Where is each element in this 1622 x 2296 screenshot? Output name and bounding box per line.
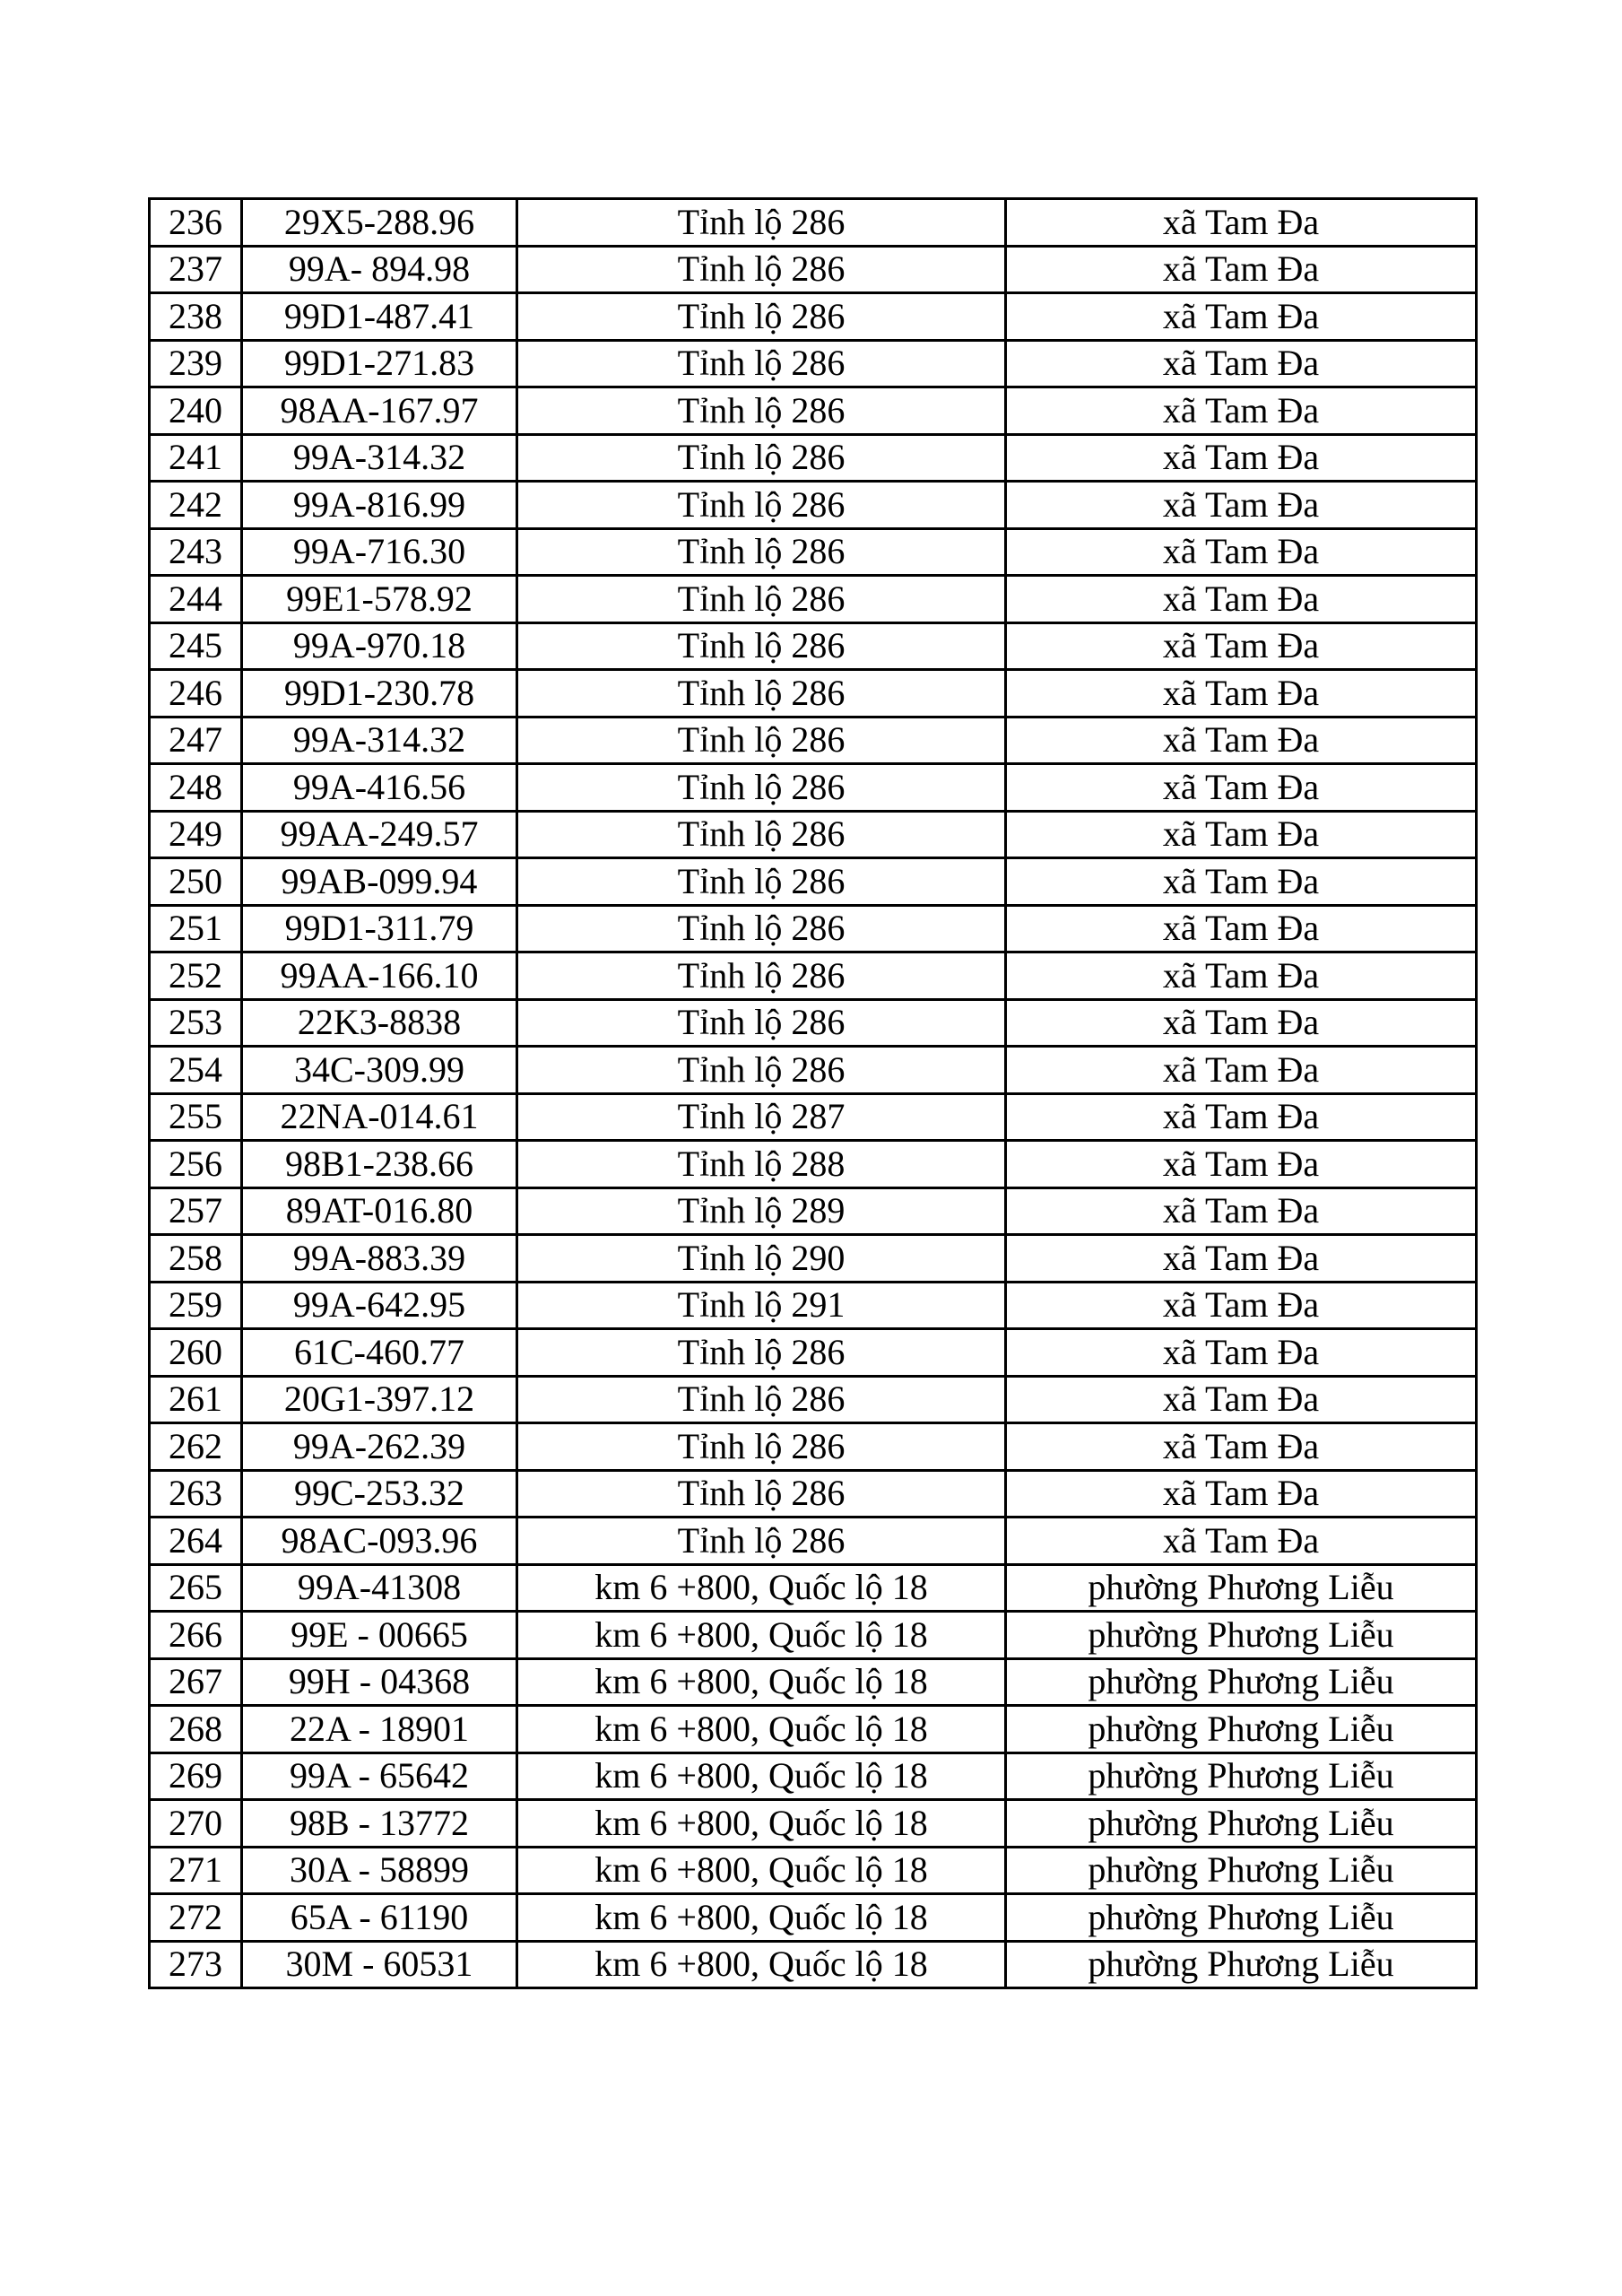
- row-number-cell: 252: [150, 952, 242, 1000]
- location-cell: Tỉnh lộ 286: [517, 717, 1006, 764]
- location-cell: Tỉnh lộ 286: [517, 1518, 1006, 1565]
- license-plate-cell: 99D1-311.79: [242, 905, 517, 952]
- license-plate-cell: 98B1-238.66: [242, 1141, 517, 1188]
- license-plate-cell: 30A - 58899: [242, 1847, 517, 1894]
- location-cell: Tỉnh lộ 286: [517, 293, 1006, 341]
- table-row: [150, 1376, 1477, 1423]
- license-plate-cell: 89AT-016.80: [242, 1187, 517, 1235]
- row-number-cell: 264: [150, 1518, 242, 1565]
- location-cell: Tỉnh lộ 286: [517, 482, 1006, 529]
- location-cell: Tỉnh lộ 286: [517, 340, 1006, 387]
- table-row: [150, 246, 1477, 293]
- row-number-cell: 245: [150, 622, 242, 670]
- ward-cell: xã Tam Đa: [1006, 1187, 1477, 1235]
- table-row: [150, 1093, 1477, 1141]
- ward-cell: xã Tam Đa: [1006, 1518, 1477, 1565]
- license-plate-cell: 29X5-288.96: [242, 199, 517, 247]
- table-row: [150, 293, 1477, 341]
- ward-cell: xã Tam Đa: [1006, 1047, 1477, 1094]
- location-cell: Tỉnh lộ 290: [517, 1235, 1006, 1283]
- ward-cell: xã Tam Đa: [1006, 434, 1477, 482]
- location-cell: Tỉnh lộ 286: [517, 764, 1006, 812]
- location-cell: Tỉnh lộ 291: [517, 1282, 1006, 1329]
- table-row: [150, 482, 1477, 529]
- table-row: [150, 764, 1477, 812]
- location-cell: Tỉnh lộ 286: [517, 670, 1006, 718]
- ward-cell: xã Tam Đa: [1006, 905, 1477, 952]
- ward-cell: phường Phương Liễu: [1006, 1894, 1477, 1942]
- ward-cell: xã Tam Đa: [1006, 764, 1477, 812]
- location-cell: Tỉnh lộ 286: [517, 199, 1006, 247]
- row-number-cell: 251: [150, 905, 242, 952]
- ward-cell: xã Tam Đa: [1006, 482, 1477, 529]
- row-number-cell: 250: [150, 858, 242, 906]
- ward-cell: xã Tam Đa: [1006, 1470, 1477, 1518]
- location-cell: Tỉnh lộ 286: [517, 387, 1006, 435]
- row-number-cell: 262: [150, 1423, 242, 1471]
- ward-cell: xã Tam Đa: [1006, 1235, 1477, 1283]
- table-row: [150, 952, 1477, 1000]
- table-row: [150, 1187, 1477, 1235]
- license-plate-cell: 22NA-014.61: [242, 1093, 517, 1141]
- row-number-cell: 263: [150, 1470, 242, 1518]
- ward-cell: xã Tam Đa: [1006, 952, 1477, 1000]
- table-row: [150, 576, 1477, 623]
- row-number-cell: 268: [150, 1706, 242, 1753]
- table-row: [150, 670, 1477, 718]
- license-plate-cell: 99A-816.99: [242, 482, 517, 529]
- license-plate-cell: 99E1-578.92: [242, 576, 517, 623]
- table-row: [150, 1423, 1477, 1471]
- table-row: [150, 1706, 1477, 1753]
- ward-cell: xã Tam Đa: [1006, 387, 1477, 435]
- license-plate-cell: 99C-253.32: [242, 1470, 517, 1518]
- license-plate-cell: 99A-883.39: [242, 1235, 517, 1283]
- location-cell: Tỉnh lộ 286: [517, 1423, 1006, 1471]
- table-row: [150, 717, 1477, 764]
- location-cell: Tỉnh lộ 286: [517, 1047, 1006, 1094]
- ward-cell: xã Tam Đa: [1006, 1141, 1477, 1188]
- table-row: [150, 528, 1477, 576]
- ward-cell: xã Tam Đa: [1006, 293, 1477, 341]
- row-number-cell: 260: [150, 1329, 242, 1377]
- ward-cell: xã Tam Đa: [1006, 622, 1477, 670]
- location-cell: Tỉnh lộ 287: [517, 1093, 1006, 1141]
- table-row: [150, 1518, 1477, 1565]
- table-row: [150, 1658, 1477, 1706]
- license-plate-cell: 99A- 894.98: [242, 246, 517, 293]
- location-cell: km 6 +800, Quốc lộ 18: [517, 1894, 1006, 1942]
- table-row: [150, 905, 1477, 952]
- location-cell: km 6 +800, Quốc lộ 18: [517, 1564, 1006, 1612]
- ward-cell: xã Tam Đa: [1006, 340, 1477, 387]
- ward-cell: phường Phương Liễu: [1006, 1847, 1477, 1894]
- table-row: [150, 1752, 1477, 1800]
- license-plate-cell: 98AA-167.97: [242, 387, 517, 435]
- license-plate-cell: 99D1-487.41: [242, 293, 517, 341]
- ward-cell: xã Tam Đa: [1006, 1329, 1477, 1377]
- ward-cell: xã Tam Đa: [1006, 576, 1477, 623]
- license-plate-cell: 34C-309.99: [242, 1047, 517, 1094]
- row-number-cell: 255: [150, 1093, 242, 1141]
- row-number-cell: 261: [150, 1376, 242, 1423]
- license-plate-cell: 30M - 60531: [242, 1941, 517, 1988]
- table-row: [150, 387, 1477, 435]
- row-number-cell: 271: [150, 1847, 242, 1894]
- ward-cell: xã Tam Đa: [1006, 199, 1477, 247]
- ward-cell: xã Tam Đa: [1006, 858, 1477, 906]
- row-number-cell: 254: [150, 1047, 242, 1094]
- location-cell: km 6 +800, Quốc lộ 18: [517, 1612, 1006, 1659]
- location-cell: Tỉnh lộ 289: [517, 1187, 1006, 1235]
- license-plate-cell: 99AA-249.57: [242, 811, 517, 858]
- table-row: [150, 1047, 1477, 1094]
- row-number-cell: 269: [150, 1752, 242, 1800]
- location-cell: Tỉnh lộ 286: [517, 576, 1006, 623]
- location-cell: Tỉnh lộ 288: [517, 1141, 1006, 1188]
- row-number-cell: 267: [150, 1658, 242, 1706]
- row-number-cell: 238: [150, 293, 242, 341]
- location-cell: Tỉnh lộ 286: [517, 1329, 1006, 1377]
- ward-cell: xã Tam Đa: [1006, 246, 1477, 293]
- location-cell: Tỉnh lộ 286: [517, 952, 1006, 1000]
- row-number-cell: 248: [150, 764, 242, 812]
- row-number-cell: 246: [150, 670, 242, 718]
- ward-cell: phường Phương Liễu: [1006, 1800, 1477, 1848]
- row-number-cell: 259: [150, 1282, 242, 1329]
- table-row: [150, 1800, 1477, 1848]
- license-plate-cell: 22A - 18901: [242, 1706, 517, 1753]
- license-plate-cell: 61C-460.77: [242, 1329, 517, 1377]
- ward-cell: phường Phương Liễu: [1006, 1658, 1477, 1706]
- table-row: [150, 1235, 1477, 1283]
- location-cell: km 6 +800, Quốc lộ 18: [517, 1706, 1006, 1753]
- row-number-cell: 236: [150, 199, 242, 247]
- location-cell: km 6 +800, Quốc lộ 18: [517, 1752, 1006, 1800]
- row-number-cell: 257: [150, 1187, 242, 1235]
- license-plate-cell: 99A-262.39: [242, 1423, 517, 1471]
- license-plate-cell: 22K3-8838: [242, 999, 517, 1047]
- license-plate-cell: 99A-970.18: [242, 622, 517, 670]
- violation-table: [148, 197, 1478, 1989]
- ward-cell: xã Tam Đa: [1006, 811, 1477, 858]
- ward-cell: phường Phương Liễu: [1006, 1706, 1477, 1753]
- row-number-cell: 242: [150, 482, 242, 529]
- location-cell: km 6 +800, Quốc lộ 18: [517, 1658, 1006, 1706]
- ward-cell: xã Tam Đa: [1006, 1376, 1477, 1423]
- row-number-cell: 249: [150, 811, 242, 858]
- license-plate-cell: 98B - 13772: [242, 1800, 517, 1848]
- table-row: [150, 858, 1477, 906]
- table-row: [150, 1141, 1477, 1188]
- row-number-cell: 239: [150, 340, 242, 387]
- ward-cell: phường Phương Liễu: [1006, 1612, 1477, 1659]
- row-number-cell: 240: [150, 387, 242, 435]
- table-row: [150, 1564, 1477, 1612]
- location-cell: Tỉnh lộ 286: [517, 246, 1006, 293]
- location-cell: km 6 +800, Quốc lộ 18: [517, 1941, 1006, 1988]
- row-number-cell: 272: [150, 1894, 242, 1942]
- table-row: [150, 999, 1477, 1047]
- ward-cell: xã Tam Đa: [1006, 717, 1477, 764]
- location-cell: Tỉnh lộ 286: [517, 1376, 1006, 1423]
- license-plate-cell: 65A - 61190: [242, 1894, 517, 1942]
- ward-cell: phường Phương Liễu: [1006, 1941, 1477, 1988]
- row-number-cell: 256: [150, 1141, 242, 1188]
- row-number-cell: 241: [150, 434, 242, 482]
- license-plate-cell: 99D1-230.78: [242, 670, 517, 718]
- ward-cell: phường Phương Liễu: [1006, 1752, 1477, 1800]
- location-cell: Tỉnh lộ 286: [517, 1470, 1006, 1518]
- table-row: [150, 1941, 1477, 1988]
- table-row: [150, 1847, 1477, 1894]
- ward-cell: xã Tam Đa: [1006, 1093, 1477, 1141]
- license-plate-cell: 99D1-271.83: [242, 340, 517, 387]
- row-number-cell: 258: [150, 1235, 242, 1283]
- row-number-cell: 253: [150, 999, 242, 1047]
- table-row: [150, 434, 1477, 482]
- location-cell: Tỉnh lộ 286: [517, 622, 1006, 670]
- table-row: [150, 1894, 1477, 1942]
- row-number-cell: 244: [150, 576, 242, 623]
- violation-table-body: [150, 199, 1477, 1988]
- row-number-cell: 243: [150, 528, 242, 576]
- table-row: [150, 1470, 1477, 1518]
- table-row: [150, 622, 1477, 670]
- row-number-cell: 265: [150, 1564, 242, 1612]
- ward-cell: xã Tam Đa: [1006, 1423, 1477, 1471]
- table-row: [150, 1612, 1477, 1659]
- license-plate-cell: 99A-314.32: [242, 717, 517, 764]
- location-cell: km 6 +800, Quốc lộ 18: [517, 1847, 1006, 1894]
- table-row: [150, 340, 1477, 387]
- table-row: [150, 199, 1477, 247]
- ward-cell: xã Tam Đa: [1006, 528, 1477, 576]
- location-cell: km 6 +800, Quốc lộ 18: [517, 1800, 1006, 1848]
- location-cell: Tỉnh lộ 286: [517, 434, 1006, 482]
- license-plate-cell: 98AC-093.96: [242, 1518, 517, 1565]
- ward-cell: xã Tam Đa: [1006, 670, 1477, 718]
- location-cell: Tỉnh lộ 286: [517, 858, 1006, 906]
- location-cell: Tỉnh lộ 286: [517, 905, 1006, 952]
- license-plate-cell: 99A-416.56: [242, 764, 517, 812]
- license-plate-cell: 99H - 04368: [242, 1658, 517, 1706]
- license-plate-cell: 99A-314.32: [242, 434, 517, 482]
- ward-cell: xã Tam Đa: [1006, 1282, 1477, 1329]
- row-number-cell: 247: [150, 717, 242, 764]
- row-number-cell: 266: [150, 1612, 242, 1659]
- license-plate-cell: 20G1-397.12: [242, 1376, 517, 1423]
- license-plate-cell: 99A-41308: [242, 1564, 517, 1612]
- license-plate-cell: 99A-642.95: [242, 1282, 517, 1329]
- license-plate-cell: 99AA-166.10: [242, 952, 517, 1000]
- row-number-cell: 273: [150, 1941, 242, 1988]
- license-plate-cell: 99E - 00665: [242, 1612, 517, 1659]
- license-plate-cell: 99AB-099.94: [242, 858, 517, 906]
- location-cell: Tỉnh lộ 286: [517, 999, 1006, 1047]
- ward-cell: xã Tam Đa: [1006, 999, 1477, 1047]
- location-cell: Tỉnh lộ 286: [517, 528, 1006, 576]
- ward-cell: phường Phương Liễu: [1006, 1564, 1477, 1612]
- row-number-cell: 237: [150, 246, 242, 293]
- license-plate-cell: 99A - 65642: [242, 1752, 517, 1800]
- row-number-cell: 270: [150, 1800, 242, 1848]
- location-cell: Tỉnh lộ 286: [517, 811, 1006, 858]
- table-row: [150, 811, 1477, 858]
- table-row: [150, 1329, 1477, 1377]
- license-plate-cell: 99A-716.30: [242, 528, 517, 576]
- table-row: [150, 1282, 1477, 1329]
